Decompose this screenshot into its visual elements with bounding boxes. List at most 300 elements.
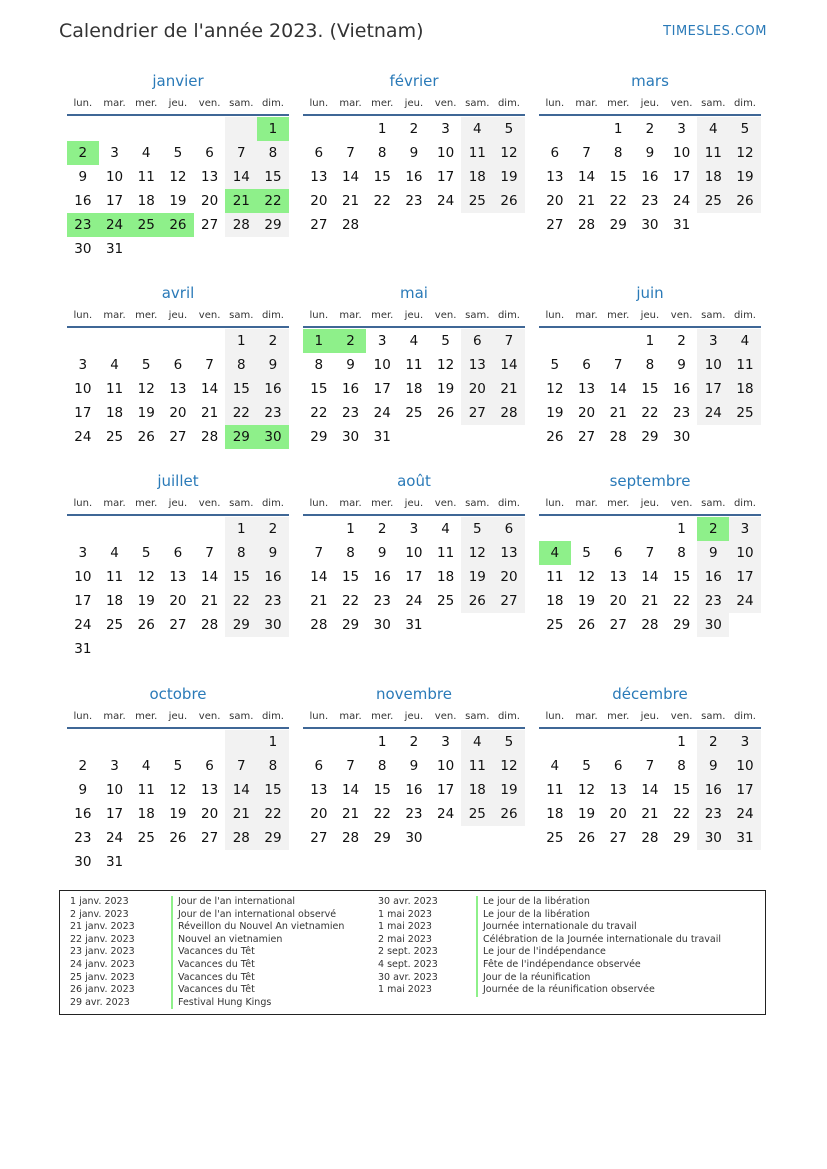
empty-cell (539, 329, 571, 353)
day-cell: 15 (225, 565, 257, 589)
day-cell: 4 (441, 521, 450, 537)
weekday-label: lun. (73, 710, 93, 722)
day-cell: 28 (225, 826, 257, 850)
day-cell: 6 (613, 758, 623, 774)
day-cell: 23 (405, 806, 423, 822)
weekday-header (67, 705, 289, 729)
day-cell: 21 (641, 806, 659, 822)
legend-date: 30 avr. 2023 (378, 971, 438, 983)
day-cell: 21 (201, 405, 219, 421)
day-cell: 10 (729, 541, 761, 565)
day-cell: 21 (493, 377, 525, 401)
day-cell: 24 (105, 830, 124, 846)
empty-cell (130, 117, 162, 141)
day-cell: 10 (373, 357, 391, 373)
day-cell: 13 (169, 569, 187, 585)
day-cell: 9 (257, 541, 289, 565)
day-cell: 5 (493, 730, 525, 754)
empty-cell (130, 730, 162, 754)
day-cell: 16 (405, 782, 423, 798)
day-cell: 15 (373, 169, 391, 185)
day-grid (539, 730, 761, 850)
weekday-header (67, 492, 289, 516)
weekday-label: lun. (545, 497, 565, 509)
legend-date: 26 janv. 2023 (70, 984, 135, 996)
day-cell: 21 (225, 802, 257, 826)
weekday-label: dim. (261, 309, 284, 321)
empty-cell (162, 517, 194, 541)
day-cell: 13 (461, 353, 493, 377)
empty-cell (303, 730, 335, 754)
day-cell: 12 (137, 381, 155, 397)
day-cell: 14 (225, 778, 257, 802)
day-cell: 8 (314, 357, 324, 373)
day-cell: 19 (137, 593, 155, 609)
legend-left-names (171, 896, 344, 1009)
legend-holiday-name: Célébration de la Journée internationale du travail (483, 933, 721, 945)
empty-cell (602, 329, 634, 353)
empty-cell (335, 117, 367, 141)
day-cell: 31 (729, 826, 761, 850)
day-cell: 4 (141, 758, 151, 774)
weekday-label: mar. (103, 97, 126, 109)
weekday-header (303, 304, 525, 328)
day-cell: 15 (225, 377, 257, 401)
day-cell: 7 (225, 754, 257, 778)
month-name: septembre (609, 472, 691, 490)
day-cell: 5 (729, 117, 761, 141)
day-cell: 30 (373, 617, 391, 633)
day-cell: 1 (346, 521, 355, 537)
day-cell: 24 (405, 593, 423, 609)
legend-holiday-name: Le jour de la libération (483, 896, 590, 907)
day-cell: 18 (546, 593, 564, 609)
day-grid (539, 329, 761, 449)
weekday-label: mer. (607, 97, 630, 109)
month-4 (303, 282, 525, 449)
day-cell: 6 (205, 758, 214, 774)
day-cell: 22 (257, 802, 289, 826)
day-cell: 23 (673, 405, 691, 421)
day-cell: 12 (577, 569, 596, 585)
day-cell: 2 (409, 734, 419, 750)
day-cell: 16 (257, 565, 289, 589)
day-cell: 28 (225, 213, 257, 237)
site-link[interactable]: TIMESLES.COM (663, 24, 767, 39)
legend-holiday-name: Vacances du Têt (178, 984, 255, 996)
day-cell: 23 (257, 589, 289, 613)
day-cell: 13 (577, 381, 596, 397)
weekday-label: dim. (733, 309, 756, 321)
legend-date: 22 janv. 2023 (70, 933, 135, 945)
day-cell: 10 (105, 169, 124, 185)
day-cell: 26 (729, 189, 761, 213)
legend-holiday-name: Journée de la réunification observée (483, 984, 655, 996)
day-cell: 8 (257, 754, 289, 778)
day-cell: 11 (461, 141, 493, 165)
month-name: janvier (152, 72, 204, 90)
weekday-label: jeu. (404, 97, 424, 109)
day-cell: 30 (697, 826, 729, 850)
weekday-label: dim. (733, 710, 756, 722)
day-cell: 17 (74, 593, 92, 609)
day-cell: 4 (461, 117, 493, 141)
holiday-legend (59, 890, 766, 1015)
day-cell: 1 (303, 329, 335, 353)
day-cell: 5 (141, 545, 151, 561)
weekday-label: lun. (309, 497, 329, 509)
day-cell: 1 (645, 333, 655, 349)
day-cell: 2 (409, 121, 419, 137)
weekday-label: lun. (545, 309, 565, 321)
weekday-label: sam. (229, 97, 254, 109)
day-cell: 23 (405, 193, 423, 209)
weekday-label: ven. (434, 309, 457, 321)
month-8 (539, 470, 761, 637)
day-cell: 10 (105, 782, 124, 798)
empty-cell (539, 730, 571, 754)
day-cell: 5 (461, 517, 493, 541)
day-cell: 16 (341, 381, 360, 397)
day-cell: 10 (673, 145, 691, 161)
day-cell: 27 (310, 217, 328, 233)
legend-date: 25 janv. 2023 (70, 971, 135, 983)
day-cell: 18 (105, 593, 124, 609)
day-cell: 18 (461, 778, 493, 802)
weekday-label: mer. (607, 497, 630, 509)
day-cell: 24 (437, 193, 455, 209)
legend-date: 2 sept. 2023 (378, 946, 438, 958)
day-cell: 11 (405, 357, 423, 373)
day-cell: 14 (225, 165, 257, 189)
day-cell: 13 (609, 569, 627, 585)
legend-date: 1 mai 2023 (378, 984, 432, 996)
empty-cell (634, 730, 666, 754)
day-cell: 29 (257, 213, 289, 237)
month-1 (303, 70, 525, 237)
day-cell: 29 (641, 429, 659, 445)
weekday-label: jeu. (404, 309, 424, 321)
day-cell: 28 (201, 617, 219, 633)
day-cell: 8 (677, 545, 686, 561)
empty-cell (571, 329, 603, 353)
legend-holiday-name: Jour de l'an international (178, 896, 296, 907)
day-cell: 22 (225, 589, 257, 613)
month-3 (67, 282, 289, 449)
weekday-label: ven. (198, 97, 221, 109)
day-cell: 17 (437, 782, 455, 798)
month-name: novembre (376, 685, 452, 703)
day-cell: 21 (609, 405, 627, 421)
day-cell: 9 (697, 754, 729, 778)
day-cell: 3 (729, 730, 761, 754)
day-cell: 8 (257, 141, 289, 165)
day-cell: 29 (257, 826, 289, 850)
day-cell: 22 (609, 193, 627, 209)
day-cell: 25 (729, 401, 761, 425)
empty-cell (162, 117, 194, 141)
day-cell: 2 (78, 758, 88, 774)
day-cell: 24 (697, 401, 729, 425)
day-cell: 1 (257, 730, 289, 754)
empty-cell (335, 730, 367, 754)
weekday-header (303, 705, 525, 729)
day-grid (303, 730, 525, 850)
legend-holiday-name: Jour de l'an international observé (178, 908, 337, 920)
day-cell: 6 (314, 145, 324, 161)
empty-cell (130, 329, 162, 353)
day-cell: 23 (373, 593, 391, 609)
day-cell: 27 (169, 617, 187, 633)
weekday-label: jeu. (640, 710, 660, 722)
weekday-label: ven. (670, 497, 693, 509)
weekday-label: mar. (339, 309, 362, 321)
day-cell: 19 (169, 193, 187, 209)
day-cell: 18 (729, 377, 761, 401)
day-cell: 17 (405, 569, 423, 585)
day-cell: 22 (341, 593, 360, 609)
day-cell: 9 (697, 541, 729, 565)
day-cell: 3 (377, 333, 387, 349)
day-cell: 28 (641, 617, 659, 633)
day-cell: 13 (609, 782, 627, 798)
weekday-header (539, 492, 761, 516)
day-cell: 12 (493, 141, 525, 165)
weekday-label: sam. (465, 97, 490, 109)
day-cell: 26 (493, 189, 525, 213)
day-cell: 15 (373, 782, 391, 798)
day-cell: 5 (493, 117, 525, 141)
legend-date: 23 janv. 2023 (70, 946, 135, 958)
day-cell: 12 (577, 782, 596, 798)
day-cell: 23 (641, 193, 659, 209)
day-cell: 15 (257, 778, 289, 802)
legend-date: 4 sept. 2023 (378, 958, 438, 970)
empty-cell (162, 730, 194, 754)
day-cell: 20 (201, 806, 219, 822)
day-cell: 31 (74, 641, 92, 657)
day-cell: 21 (641, 593, 659, 609)
day-cell: 3 (110, 758, 119, 774)
day-cell: 16 (74, 193, 92, 209)
weekday-label: ven. (198, 710, 221, 722)
day-cell: 9 (78, 782, 88, 798)
day-cell: 29 (609, 217, 627, 233)
day-cell: 18 (105, 405, 124, 421)
day-cell: 18 (461, 165, 493, 189)
empty-cell (99, 517, 131, 541)
day-cell: 11 (105, 381, 124, 397)
weekday-label: dim. (261, 710, 284, 722)
day-cell: 29 (225, 425, 257, 449)
empty-cell (99, 117, 131, 141)
day-cell: 15 (673, 782, 691, 798)
weekday-label: jeu. (640, 97, 660, 109)
day-cell: 28 (493, 401, 525, 425)
day-cell: 27 (201, 217, 219, 233)
day-cell: 13 (310, 169, 328, 185)
day-cell: 25 (405, 405, 423, 421)
day-cell: 26 (137, 429, 155, 445)
day-cell: 26 (169, 830, 187, 846)
day-cell: 30 (673, 429, 691, 445)
day-cell: 13 (169, 381, 187, 397)
day-cell: 6 (550, 145, 560, 161)
day-cell: 10 (697, 353, 729, 377)
day-cell: 20 (169, 405, 187, 421)
weekday-label: ven. (670, 97, 693, 109)
day-cell: 19 (577, 806, 596, 822)
legend-holiday-name: Jour de la réunification (483, 971, 591, 983)
month-9 (67, 683, 289, 874)
day-cell: 19 (729, 165, 761, 189)
day-cell: 30 (341, 429, 360, 445)
day-cell: 20 (546, 193, 564, 209)
weekday-label: ven. (198, 309, 221, 321)
empty-cell (130, 517, 162, 541)
day-cell: 21 (310, 593, 328, 609)
day-cell: 9 (409, 145, 419, 161)
day-grid (67, 730, 289, 874)
day-cell: 28 (341, 217, 360, 233)
day-cell: 16 (673, 381, 691, 397)
weekday-label: mar. (339, 97, 362, 109)
empty-cell (194, 329, 226, 353)
legend-date: 29 avr. 2023 (70, 996, 130, 1008)
month-name: juin (636, 284, 664, 302)
month-name: février (389, 72, 439, 90)
empty-cell (602, 730, 634, 754)
weekday-label: sam. (701, 710, 726, 722)
weekday-header (303, 492, 525, 516)
day-grid (303, 117, 525, 237)
day-cell: 16 (74, 806, 92, 822)
empty-cell (162, 329, 194, 353)
empty-cell (225, 730, 257, 754)
day-cell: 26 (577, 830, 596, 846)
day-cell: 3 (729, 517, 761, 541)
day-cell: 4 (729, 329, 761, 353)
weekday-label: jeu. (168, 710, 188, 722)
day-cell: 12 (437, 357, 455, 373)
empty-cell (67, 117, 99, 141)
day-cell: 3 (409, 521, 419, 537)
day-cell: 26 (437, 405, 455, 421)
month-name: mai (400, 284, 428, 302)
day-cell: 7 (205, 357, 214, 373)
day-cell: 24 (373, 405, 391, 421)
day-cell: 4 (461, 730, 493, 754)
day-cell: 11 (437, 545, 455, 561)
weekday-label: mer. (607, 309, 630, 321)
day-cell: 20 (577, 405, 596, 421)
day-cell: 9 (257, 353, 289, 377)
empty-cell (539, 117, 571, 141)
day-cell: 13 (201, 169, 219, 185)
day-cell: 27 (201, 830, 219, 846)
weekday-label: ven. (198, 497, 221, 509)
day-cell: 9 (377, 545, 387, 561)
day-cell: 7 (346, 145, 355, 161)
day-cell: 25 (546, 830, 564, 846)
weekday-label: mar. (103, 497, 126, 509)
day-cell: 16 (641, 169, 659, 185)
weekday-label: lun. (545, 710, 565, 722)
day-cell: 19 (437, 381, 455, 397)
day-cell: 20 (310, 806, 328, 822)
day-cell: 13 (201, 782, 219, 798)
day-cell: 24 (729, 589, 761, 613)
day-cell: 16 (373, 569, 391, 585)
day-cell: 31 (405, 617, 423, 633)
day-cell: 20 (310, 193, 328, 209)
day-cell: 20 (201, 193, 219, 209)
month-10 (303, 683, 525, 850)
day-cell: 23 (697, 589, 729, 613)
day-cell: 8 (225, 541, 257, 565)
weekday-label: lun. (309, 710, 329, 722)
day-cell: 29 (673, 617, 691, 633)
day-cell: 1 (225, 517, 257, 541)
day-cell: 15 (257, 165, 289, 189)
day-cell: 29 (310, 429, 328, 445)
day-cell: 23 (67, 213, 99, 237)
day-cell: 14 (609, 381, 627, 397)
day-cell: 1 (225, 329, 257, 353)
weekday-header (303, 92, 525, 116)
legend-right-names (476, 896, 721, 997)
day-cell: 14 (641, 782, 659, 798)
day-cell: 29 (341, 617, 360, 633)
day-cell: 17 (74, 405, 92, 421)
day-cell: 7 (314, 545, 324, 561)
day-cell: 3 (697, 329, 729, 353)
weekday-label: jeu. (168, 97, 188, 109)
day-cell: 25 (105, 429, 124, 445)
legend-left-dates (70, 896, 135, 1009)
day-cell: 16 (405, 169, 423, 185)
legend-holiday-name: Le jour de l'indépendance (483, 946, 606, 958)
day-cell: 7 (645, 758, 655, 774)
day-cell: 19 (169, 806, 187, 822)
weekday-header (67, 304, 289, 328)
day-cell: 17 (373, 381, 391, 397)
day-cell: 30 (74, 854, 92, 870)
legend-holiday-name: Vacances du Têt (178, 971, 255, 983)
day-cell: 22 (225, 401, 257, 425)
day-cell: 30 (257, 613, 289, 637)
day-cell: 12 (546, 381, 564, 397)
day-cell: 21 (577, 193, 596, 209)
empty-cell (99, 329, 131, 353)
day-cell: 31 (105, 854, 124, 870)
day-cell: 11 (697, 141, 729, 165)
day-cell: 7 (582, 145, 591, 161)
day-cell: 27 (577, 429, 596, 445)
weekday-label: sam. (701, 309, 726, 321)
day-cell: 23 (257, 401, 289, 425)
day-cell: 24 (74, 429, 92, 445)
day-cell: 28 (641, 830, 659, 846)
month-7 (303, 470, 525, 637)
day-cell: 3 (677, 121, 686, 137)
weekday-label: dim. (261, 97, 284, 109)
day-cell: 19 (493, 778, 525, 802)
day-cell: 6 (613, 545, 623, 561)
weekday-label: jeu. (168, 497, 188, 509)
empty-cell (571, 730, 603, 754)
month-6 (67, 470, 289, 661)
